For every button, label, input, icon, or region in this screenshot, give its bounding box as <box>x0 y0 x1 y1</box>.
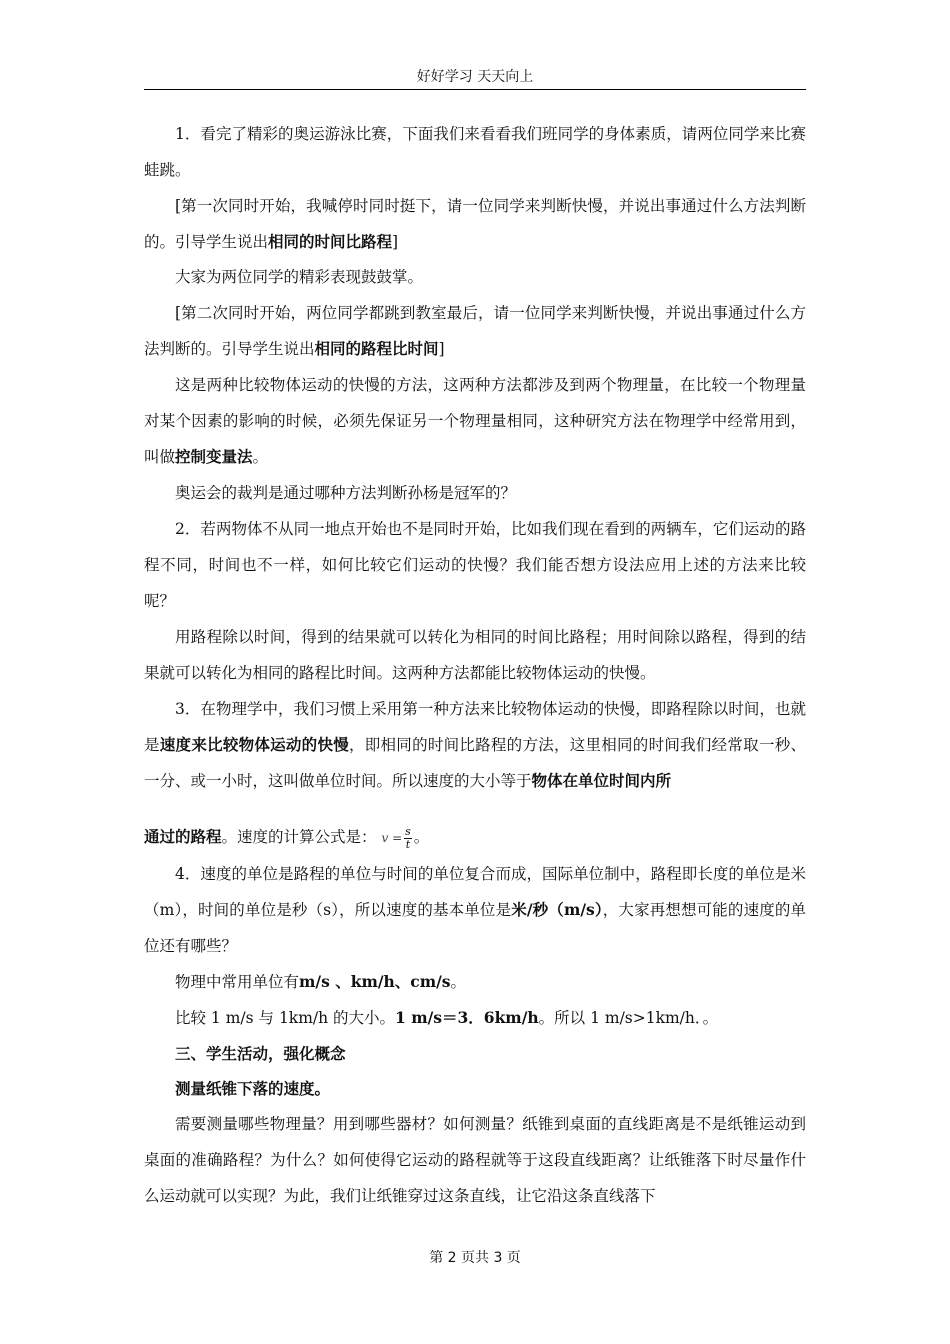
formula-end: 。 <box>413 828 430 846</box>
key-phrase-control-variable: 控制变量法 <box>175 447 253 466</box>
section-heading: 三、学生活动，强化概念 <box>175 1044 346 1063</box>
page-header: 好好学习 天天向上 <box>416 69 534 85</box>
paragraph-3: 大家为两位同学的精彩表现鼓鼓掌。 <box>175 268 424 286</box>
paragraph-8: 用路程除以时间，得到的结果就可以转化为相同的时间比路程；用时间除以路程，得到的结果就可以转化为相同的路程比时间。这两种方法都能比较物体运动的快慢。 <box>144 628 806 682</box>
key-phrase-same-distance: 相同的路程比时间 <box>314 339 439 358</box>
key-phrase-unit-time: 物体在单位时间内所 <box>531 771 672 790</box>
paragraph-16: 需要测量哪些物理量？用到哪些器材？如何测量？纸锥到桌面的直线距离是不是纸锥运动到桌面的准确路程？为什么？如何使得它运动的路程就等于这段直线距离？让纸锥落下时尽量作什么运动就可以实现？为此，我们让纸锥穿过这条直线，让它沿这条直线落下 <box>144 1115 806 1205</box>
document-body <box>144 116 806 1214</box>
paragraph-11: 4．速度的单位是路程的单位与时间的单位复合而成，国际单位制中，路程即长度的单位是米（m），时间的单位是秒（s），所以速度的基本单位是米/秒（m/s），大家再想想可能的速度的单位还有哪些？ <box>144 865 806 955</box>
paragraph-7: 2．若两物体不从同一地点开始也不是同时开始，比如我们现在看到的两辆车，它们运动的路程不同，时间也不一样，如何比较它们运动的快慢？我们能否想方设法应用上述的方法来比较呢？ <box>144 520 806 610</box>
activity-title: 测量纸锥下落的速度。 <box>175 1079 331 1098</box>
key-phrase-distance: 通过的路程 <box>144 827 222 846</box>
speed-formula <box>404 826 412 851</box>
formula-denominator: t <box>405 837 411 851</box>
paragraph-5: 这是两种比较物体运动的快慢的方法，这两种方法都涉及到两个物理量，在比较一个物理量对某个因素的影响的时候，必须先保证另一个物理量相同，这种研究方法在物理学中经常用到，叫做控制变量法。 <box>144 376 806 466</box>
key-phrase-conversion: 1 m/s＝3．6km/h <box>395 1008 539 1027</box>
key-phrase-unit: 米/秒（m/s） <box>511 900 603 919</box>
paragraph-2: [第一次同时开始，我喊停时同时挺下，请一位同学来判断快慢，并说出事通过什么方法判断的。引导学生说出相同的时间比路程] <box>144 197 806 251</box>
formula-lhs: v = <box>381 831 403 845</box>
key-phrase-same-time: 相同的时间比路程 <box>268 232 393 251</box>
formula-numerator: s <box>405 824 411 838</box>
page-footer: 第 2 页共 3 页 <box>429 1250 521 1266</box>
paragraph-10: 通过的路程。速度的计算公式是： v = $\frac{s}{t}$ 。 <box>144 824 430 851</box>
header-rule <box>144 89 806 90</box>
paragraph-1: 1．看完了精彩的奥运游泳比赛，下面我们来看看我们班同学的身体素质，请两位同学来比赛蛙跳。 <box>144 125 806 179</box>
paragraph-13: 比较 1 m/s 与 1km/h 的大小。1 m/s＝3．6km/h。所以 1 m/s>1km/h．。 <box>175 1008 719 1027</box>
paragraph-6: 奥运会的裁判是通过哪种方法判断孙杨是冠军的？ <box>175 484 517 502</box>
key-phrase-common-units: m/s 、km/h、cm/s <box>299 972 451 991</box>
paragraph-4: [第二次同时开始，两位同学都跳到教室最后，请一位同学来判断快慢，并说出事通过什么方法判断的。引导学生说出相同的路程比时间] <box>144 304 806 358</box>
paragraph-9: 3．在物理学中，我们习惯上采用第一种方法来比较物体运动的快慢，即路程除以时间，也就是速度来比较物体运动的快慢，即相同的时间比路程的方法，这里相同的时间我们经常取一秒、一分、或一小时，这叫做单位时间。所以速度的大小等于物体在单位时间内所 <box>144 700 806 790</box>
key-phrase-speed: 速度来比较物体运动的快慢 <box>159 735 349 754</box>
paragraph-12: 物理中常用单位有m/s 、km/h、cm/s。 <box>175 972 467 991</box>
